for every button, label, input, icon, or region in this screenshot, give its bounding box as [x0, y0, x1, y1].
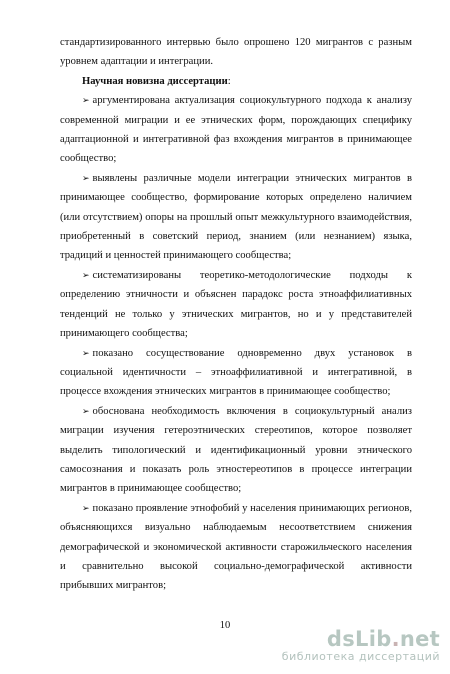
- arrow-bullet-icon: ➢: [82, 95, 90, 106]
- watermark-subtitle: библиотека диссертаций: [281, 650, 440, 663]
- page-number: 10: [219, 620, 231, 631]
- novelty-item-text: выявлены различные модели интеграции этнических мигрантов в принимающее сообщество, формирование которых определено наличием (или отсутствием) опоры на прошлый опыт межкультурного взаимодействия, приобретенный в советский период, знанием (или незнанием) языка, традиций и ценностей принимающего сообщества;: [60, 172, 412, 262]
- arrow-bullet-icon: ➢: [82, 347, 90, 358]
- novelty-item-1: [60, 91, 412, 169]
- novelty-item-text: систематизированы теоретико-методологические подходы к определению этничности и объяснен парадокс роста этноаффилиативных тенденций не только у этнических мигрантов, но и у представителей принимающего сообщества;: [60, 269, 412, 340]
- section-heading-text: Научная новизна диссертации: [82, 75, 228, 87]
- document-body: [60, 33, 412, 596]
- novelty-item-text: показано сосуществование одновременно двух установок в социальной идентичности – этноаффилиативной и интегративной, в процессе вхождения этнических мигрантов в принимающее сообщество;: [60, 347, 412, 398]
- novelty-item-text: обоснована необходимость включения в социокультурный анализ миграции изучения гетероэтнических стереотипов, которое позволяет выделить типологический и идентификационный уровни этнического самосознания и показать роль этностереотипов в процессе интеграции мигрантов в принимающее сообщество;: [60, 405, 412, 495]
- intro-paragraph: стандартизированного интервью было опрошено 120 мигрантов с разным уровнем адаптации и интеграции.: [60, 37, 412, 68]
- novelty-item-3: [60, 266, 412, 344]
- section-heading-colon: :: [227, 75, 231, 87]
- novelty-item-5: [60, 402, 412, 499]
- dslib-logo: [282, 628, 440, 650]
- novelty-item-2: [60, 169, 412, 266]
- arrow-bullet-icon: ➢: [82, 172, 90, 183]
- arrow-bullet-icon: ➢: [82, 269, 90, 280]
- dslib-watermark: [282, 628, 440, 663]
- logo-dot: .: [391, 627, 400, 651]
- novelty-item-6: [60, 499, 412, 596]
- logo-tld: net: [399, 627, 440, 651]
- arrow-bullet-icon: ➢: [82, 405, 90, 416]
- novelty-item-4: [60, 344, 412, 402]
- novelty-item-text: аргументирована актуализация социокультурного подхода к анализу современной миграции и ее этнических форм, порождающих специфику адаптационной и интегративной фаз вхождения мигрантов в принимающее сообщество;: [60, 95, 412, 165]
- logo-main: dsLib: [326, 627, 392, 651]
- arrow-bullet-icon: ➢: [82, 502, 90, 513]
- novelty-item-text: показано проявление этнофобий у населения принимающих регионов, объясняющихся визуально наблюдаемым несоответствием снижения демографической и экономической активности старожильческого населения и сравнительно высокой социально-демографической активности прибывших мигрантов;: [60, 502, 412, 592]
- section-heading: [60, 72, 412, 91]
